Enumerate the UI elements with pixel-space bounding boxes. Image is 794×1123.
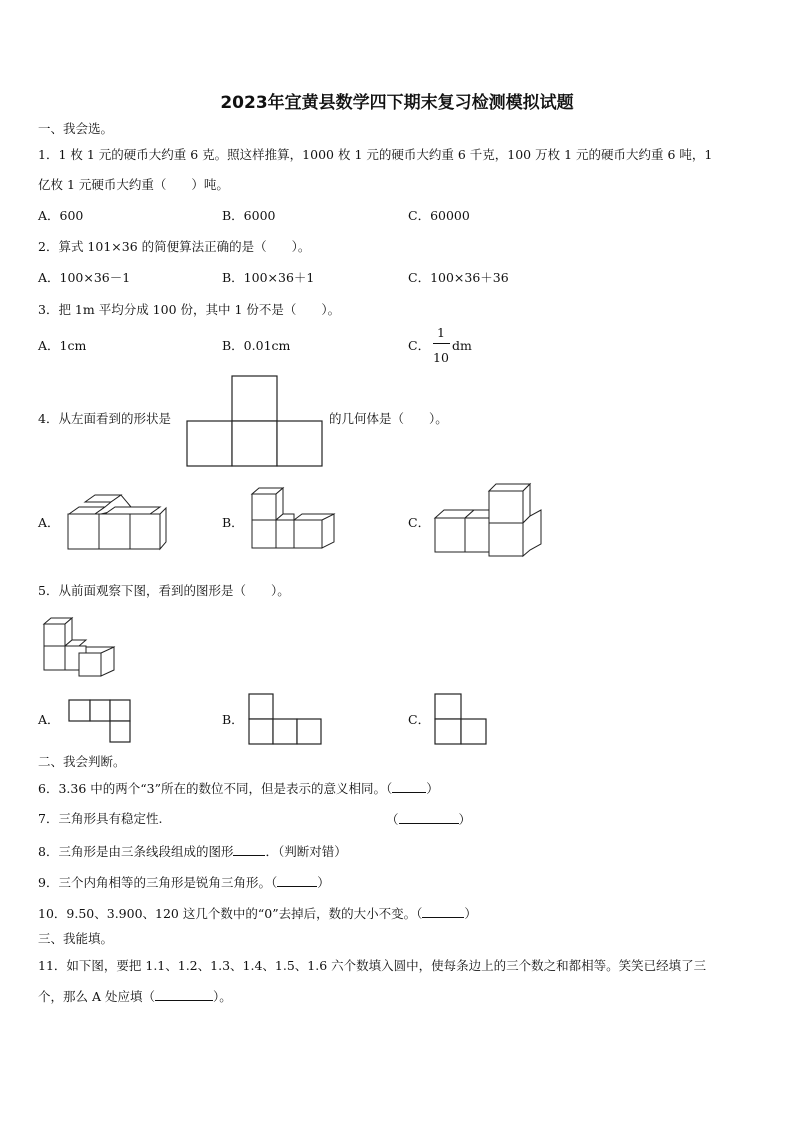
question-8-answer-blank[interactable] xyxy=(233,843,265,856)
question-10-close: ） xyxy=(464,906,477,921)
observed-solid-figure xyxy=(42,616,122,680)
option-b-view-figure[interactable] xyxy=(248,692,324,746)
option-a-solid-figure[interactable] xyxy=(64,494,164,554)
question-4-text-before: 4．从左面看到的形状是 xyxy=(38,411,171,426)
question-10-row xyxy=(38,905,477,922)
question-1-option-c[interactable]: C．60000 xyxy=(408,208,470,223)
question-4-option-c[interactable]: C． xyxy=(408,515,431,530)
question-5-option-c[interactable]: C． xyxy=(408,712,431,727)
section-heading-judge: 二、我会判断。 xyxy=(38,754,126,769)
question-7-close: ） xyxy=(458,812,472,827)
question-9-answer-blank[interactable] xyxy=(277,874,317,887)
question-4-option-a[interactable]: A． xyxy=(38,515,60,530)
question-1-option-b[interactable]: B．6000 xyxy=(222,208,276,223)
question-11-line-1: 11．如下图，要把 1.1、1.2、1.3、1.4、1.5、1.6 六个数填入圆中，使每条边上的三个数之和都相等。笑笑已经填了三 xyxy=(38,958,707,973)
question-1-option-a[interactable]: A．600 xyxy=(38,208,84,223)
question-10-text: 10．9.50、3.900、120 这几个数中的“0”去掉后，数的大小不变。（ xyxy=(38,906,423,921)
question-5-option-a[interactable]: A． xyxy=(38,712,60,727)
question-1-line-1: 1．1 枚 1 元的硬币大约重 6 克。照这样推算，1000 枚 1 元的硬币大约重 6 千克，100 万枚 1 元的硬币大约重 6 吨，1 xyxy=(38,147,713,162)
question-2-text: 2．算式 101×36 的简便算法正确的是（ ）。 xyxy=(38,239,311,254)
question-7-answer-blank[interactable] xyxy=(399,811,459,824)
question-3-option-c-label[interactable]: C． xyxy=(408,338,431,353)
fraction-denominator: 10 xyxy=(433,350,449,365)
question-8-end: ．（判断对错） xyxy=(265,844,347,859)
question-9-row xyxy=(38,874,330,891)
question-8-row xyxy=(38,843,347,860)
question-11-answer-blank[interactable] xyxy=(155,988,213,1001)
question-9-close: ） xyxy=(317,875,330,890)
question-5-option-b[interactable]: B． xyxy=(222,712,244,727)
fraction-bar xyxy=(433,343,450,344)
section-heading-fill: 三、我能填。 xyxy=(38,931,114,946)
question-10-answer-blank[interactable] xyxy=(422,905,464,918)
question-3-option-b[interactable]: B．0.01cm xyxy=(222,338,291,353)
left-view-figure xyxy=(186,374,326,469)
question-6-text: 6．3.36 中的两个“3”所在的数位不同，但是表示的意义相同。（ xyxy=(38,781,393,796)
question-3-option-c-unit: dm xyxy=(452,338,472,353)
question-2-option-a[interactable]: A．100×36－1 xyxy=(38,270,131,285)
question-7-open: （ xyxy=(386,812,399,827)
question-3-text: 3．把 1m 平均分成 100 份，其中 1 份不是（ ）。 xyxy=(38,302,341,317)
question-1-line-2: 亿枚 1 元硬币大约重（ ）吨。 xyxy=(38,177,229,192)
option-c-solid-figure[interactable] xyxy=(432,482,544,560)
question-8-text: 8．三角形是由三条线段组成的图形 xyxy=(38,844,234,859)
option-b-solid-figure[interactable] xyxy=(250,486,340,556)
section-heading-choice: 一、我会选。 xyxy=(38,121,114,136)
question-2-option-c[interactable]: C．100×36＋36 xyxy=(408,270,509,285)
question-11-line-2: 个，那么 A 处应填（ xyxy=(38,989,155,1004)
question-2-option-b[interactable]: B．100×36＋1 xyxy=(222,270,315,285)
question-6-close: ） xyxy=(426,781,439,796)
page-title: 2023年宜黄县数学四下期末复习检测模拟试题 xyxy=(220,93,574,113)
question-4-option-b[interactable]: B． xyxy=(222,515,244,530)
question-9-text: 9．三个内角相等的三角形是锐角三角形。（ xyxy=(38,875,278,890)
fraction-numerator: 1 xyxy=(437,325,445,340)
question-7-text: 7．三角形具有稳定性. xyxy=(38,811,163,826)
option-c-view-figure[interactable] xyxy=(434,692,490,746)
question-11-close: ）。 xyxy=(212,989,232,1004)
question-6-row xyxy=(38,780,439,797)
option-a-view-figure[interactable] xyxy=(68,698,134,744)
question-7-answer-row xyxy=(386,811,471,828)
question-6-answer-blank[interactable] xyxy=(392,780,426,793)
question-11-line-2-row xyxy=(38,988,232,1005)
question-4-text-after: 的几何体是（ ）。 xyxy=(329,411,448,426)
question-5-text: 5．从前面观察下图，看到的图形是（ ）。 xyxy=(38,583,290,598)
question-3-option-a[interactable]: A．1cm xyxy=(38,338,87,353)
